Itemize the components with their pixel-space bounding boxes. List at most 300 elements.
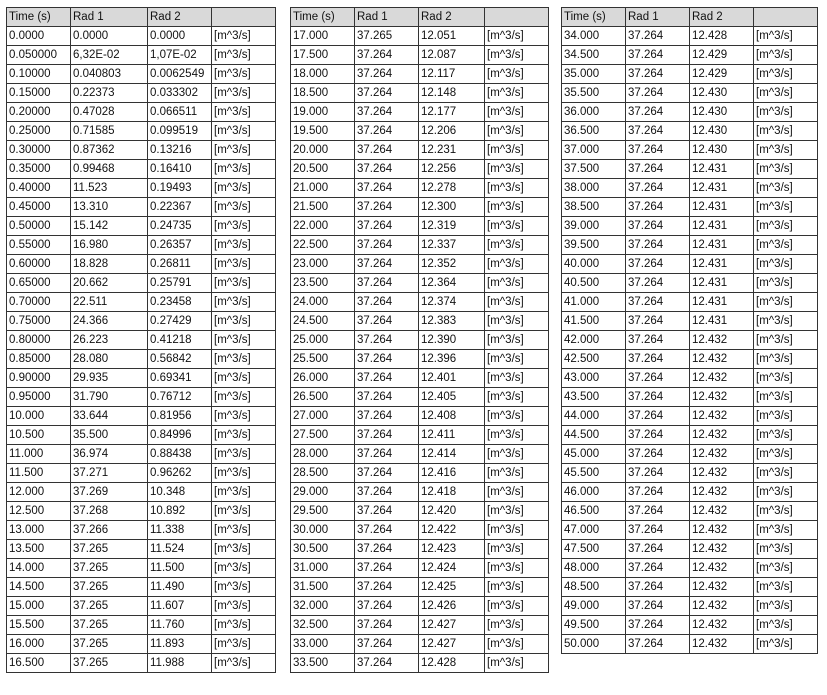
table-row bbox=[7, 274, 276, 293]
time-cell: 38.000 bbox=[562, 179, 626, 198]
table-row bbox=[291, 84, 549, 103]
time-cell: 43.000 bbox=[562, 369, 626, 388]
unit-cell: [m^3/s] bbox=[485, 65, 549, 84]
time-cell: 50.000 bbox=[562, 635, 626, 654]
unit-cell: [m^3/s] bbox=[754, 84, 818, 103]
table-row bbox=[562, 635, 818, 654]
time-cell: 35.000 bbox=[562, 65, 626, 84]
table-row bbox=[562, 426, 818, 445]
unit-cell: [m^3/s] bbox=[754, 445, 818, 464]
rad1-cell: 37.264 bbox=[355, 293, 419, 312]
unit-cell: [m^3/s] bbox=[754, 293, 818, 312]
rad2-cell: 0.84996 bbox=[148, 426, 212, 445]
rad2-cell: 12.428 bbox=[419, 654, 485, 673]
header-rad2: Rad 2 bbox=[148, 8, 212, 27]
rad2-cell: 12.432 bbox=[690, 407, 754, 426]
rad1-cell: 16.980 bbox=[71, 236, 148, 255]
table-row bbox=[7, 616, 276, 635]
unit-cell: [m^3/s] bbox=[212, 464, 276, 483]
table-row bbox=[562, 407, 818, 426]
time-cell: 26.500 bbox=[291, 388, 355, 407]
rad1-cell: 0.47028 bbox=[71, 103, 148, 122]
time-cell: 0.70000 bbox=[7, 293, 71, 312]
unit-cell: [m^3/s] bbox=[212, 369, 276, 388]
time-cell: 10.500 bbox=[7, 426, 71, 445]
time-cell: 11.500 bbox=[7, 464, 71, 483]
rad2-cell: 0.76712 bbox=[148, 388, 212, 407]
time-cell: 40.500 bbox=[562, 274, 626, 293]
time-cell: 10.000 bbox=[7, 407, 71, 426]
time-cell: 46.000 bbox=[562, 483, 626, 502]
rad1-cell: 37.264 bbox=[355, 103, 419, 122]
rad2-cell: 12.432 bbox=[690, 483, 754, 502]
table-row bbox=[562, 236, 818, 255]
rad2-cell: 12.432 bbox=[690, 350, 754, 369]
rad1-cell: 37.264 bbox=[626, 65, 690, 84]
table-row bbox=[291, 445, 549, 464]
unit-cell: [m^3/s] bbox=[754, 46, 818, 65]
time-cell: 18.000 bbox=[291, 65, 355, 84]
table-row bbox=[7, 331, 276, 350]
unit-cell: [m^3/s] bbox=[212, 578, 276, 597]
table-row bbox=[562, 616, 818, 635]
unit-cell: [m^3/s] bbox=[485, 27, 549, 46]
table-row bbox=[7, 293, 276, 312]
rad2-cell: 0.24735 bbox=[148, 217, 212, 236]
table-row bbox=[7, 236, 276, 255]
unit-cell: [m^3/s] bbox=[485, 597, 549, 616]
table-row bbox=[7, 654, 276, 673]
table-row bbox=[291, 46, 549, 65]
table-row bbox=[291, 616, 549, 635]
time-cell: 0.65000 bbox=[7, 274, 71, 293]
table-row bbox=[291, 293, 549, 312]
rad2-cell: 12.430 bbox=[690, 103, 754, 122]
unit-cell: [m^3/s] bbox=[754, 616, 818, 635]
time-cell: 27.500 bbox=[291, 426, 355, 445]
unit-cell: [m^3/s] bbox=[212, 274, 276, 293]
unit-cell: [m^3/s] bbox=[754, 27, 818, 46]
rad1-cell: 0.0000 bbox=[71, 27, 148, 46]
time-cell: 49.500 bbox=[562, 616, 626, 635]
unit-cell: [m^3/s] bbox=[212, 635, 276, 654]
table-row bbox=[562, 217, 818, 236]
table-row bbox=[562, 445, 818, 464]
rad2-cell: 12.374 bbox=[419, 293, 485, 312]
table-row bbox=[7, 179, 276, 198]
rad1-cell: 37.264 bbox=[626, 179, 690, 198]
rad2-cell: 12.430 bbox=[690, 141, 754, 160]
rad1-cell: 26.223 bbox=[71, 331, 148, 350]
time-cell: 20.500 bbox=[291, 160, 355, 179]
unit-cell: [m^3/s] bbox=[754, 578, 818, 597]
unit-cell: [m^3/s] bbox=[485, 179, 549, 198]
rad2-cell: 12.396 bbox=[419, 350, 485, 369]
table-row bbox=[7, 65, 276, 84]
unit-cell: [m^3/s] bbox=[754, 160, 818, 179]
table-row bbox=[562, 198, 818, 217]
time-cell: 0.95000 bbox=[7, 388, 71, 407]
rad2-cell: 11.500 bbox=[148, 559, 212, 578]
table-row bbox=[562, 293, 818, 312]
table-row bbox=[291, 255, 549, 274]
time-cell: 39.500 bbox=[562, 236, 626, 255]
rad1-cell: 37.264 bbox=[355, 198, 419, 217]
rad1-cell: 37.264 bbox=[355, 597, 419, 616]
unit-cell: [m^3/s] bbox=[212, 521, 276, 540]
rad1-cell: 37.264 bbox=[626, 597, 690, 616]
unit-cell: [m^3/s] bbox=[754, 521, 818, 540]
rad1-cell: 37.264 bbox=[355, 635, 419, 654]
table-row bbox=[291, 217, 549, 236]
rad2-cell: 12.337 bbox=[419, 236, 485, 255]
rad2-cell: 12.431 bbox=[690, 198, 754, 217]
rad2-cell: 0.88438 bbox=[148, 445, 212, 464]
unit-cell: [m^3/s] bbox=[754, 350, 818, 369]
unit-cell: [m^3/s] bbox=[485, 198, 549, 217]
unit-cell: [m^3/s] bbox=[485, 578, 549, 597]
unit-cell: [m^3/s] bbox=[212, 255, 276, 274]
rad2-cell: 12.432 bbox=[690, 502, 754, 521]
time-cell: 45.000 bbox=[562, 445, 626, 464]
table-row bbox=[291, 464, 549, 483]
unit-cell: [m^3/s] bbox=[212, 597, 276, 616]
rad1-cell: 37.264 bbox=[626, 84, 690, 103]
rad1-cell: 37.264 bbox=[626, 369, 690, 388]
data-table-3 bbox=[561, 7, 818, 654]
table-row bbox=[562, 521, 818, 540]
table-row bbox=[7, 597, 276, 616]
header-time: Time (s) bbox=[291, 8, 355, 27]
rad1-cell: 37.271 bbox=[71, 464, 148, 483]
table-row bbox=[7, 445, 276, 464]
rad2-cell: 12.405 bbox=[419, 388, 485, 407]
unit-cell: [m^3/s] bbox=[212, 331, 276, 350]
rad1-cell: 37.264 bbox=[626, 141, 690, 160]
time-cell: 13.500 bbox=[7, 540, 71, 559]
rad1-cell: 37.264 bbox=[355, 540, 419, 559]
unit-cell: [m^3/s] bbox=[754, 141, 818, 160]
rad2-cell: 12.424 bbox=[419, 559, 485, 578]
rad2-cell: 12.430 bbox=[690, 122, 754, 141]
unit-cell: [m^3/s] bbox=[212, 483, 276, 502]
table-row bbox=[291, 179, 549, 198]
time-cell: 45.500 bbox=[562, 464, 626, 483]
rad2-cell: 0.27429 bbox=[148, 312, 212, 331]
rad2-cell: 12.416 bbox=[419, 464, 485, 483]
time-cell: 30.000 bbox=[291, 521, 355, 540]
rad2-cell: 12.206 bbox=[419, 122, 485, 141]
data-table-2 bbox=[290, 7, 549, 673]
table-row bbox=[291, 122, 549, 141]
rad1-cell: 37.264 bbox=[626, 407, 690, 426]
header-rad1: Rad 1 bbox=[71, 8, 148, 27]
rad1-cell: 37.264 bbox=[355, 274, 419, 293]
rad2-cell: 12.423 bbox=[419, 540, 485, 559]
unit-cell: [m^3/s] bbox=[212, 293, 276, 312]
time-cell: 11.000 bbox=[7, 445, 71, 464]
rad1-cell: 37.265 bbox=[71, 635, 148, 654]
time-cell: 26.000 bbox=[291, 369, 355, 388]
time-cell: 21.000 bbox=[291, 179, 355, 198]
rad1-cell: 37.264 bbox=[626, 217, 690, 236]
time-cell: 38.500 bbox=[562, 198, 626, 217]
rad2-cell: 12.432 bbox=[690, 464, 754, 483]
rad2-cell: 12.148 bbox=[419, 84, 485, 103]
unit-cell: [m^3/s] bbox=[754, 312, 818, 331]
unit-cell: [m^3/s] bbox=[212, 236, 276, 255]
time-cell: 16.500 bbox=[7, 654, 71, 673]
rad1-cell: 13.310 bbox=[71, 198, 148, 217]
time-cell: 25.500 bbox=[291, 350, 355, 369]
table-row bbox=[7, 540, 276, 559]
table-row bbox=[562, 559, 818, 578]
time-cell: 39.000 bbox=[562, 217, 626, 236]
rad2-cell: 12.117 bbox=[419, 65, 485, 84]
unit-cell: [m^3/s] bbox=[212, 65, 276, 84]
table-row bbox=[291, 27, 549, 46]
rad2-cell: 11.988 bbox=[148, 654, 212, 673]
unit-cell: [m^3/s] bbox=[754, 540, 818, 559]
table-row bbox=[291, 160, 549, 179]
rad2-cell: 11.338 bbox=[148, 521, 212, 540]
rad2-cell: 12.426 bbox=[419, 597, 485, 616]
table-row bbox=[562, 141, 818, 160]
time-cell: 0.60000 bbox=[7, 255, 71, 274]
rad1-cell: 37.264 bbox=[355, 160, 419, 179]
unit-cell: [m^3/s] bbox=[485, 293, 549, 312]
table-row bbox=[291, 388, 549, 407]
time-cell: 37.000 bbox=[562, 141, 626, 160]
unit-cell: [m^3/s] bbox=[485, 407, 549, 426]
table-row bbox=[291, 654, 549, 673]
unit-cell: [m^3/s] bbox=[485, 654, 549, 673]
header-rad1: Rad 1 bbox=[626, 8, 690, 27]
unit-cell: [m^3/s] bbox=[212, 160, 276, 179]
table-row bbox=[291, 141, 549, 160]
time-cell: 16.000 bbox=[7, 635, 71, 654]
rad2-cell: 12.432 bbox=[690, 597, 754, 616]
table-row bbox=[562, 65, 818, 84]
rad2-cell: 0.13216 bbox=[148, 141, 212, 160]
unit-cell: [m^3/s] bbox=[754, 369, 818, 388]
time-cell: 15.500 bbox=[7, 616, 71, 635]
time-cell: 34.500 bbox=[562, 46, 626, 65]
time-cell: 30.500 bbox=[291, 540, 355, 559]
rad2-cell: 12.319 bbox=[419, 217, 485, 236]
rad2-cell: 12.432 bbox=[690, 388, 754, 407]
rad2-cell: 0.23458 bbox=[148, 293, 212, 312]
unit-cell: [m^3/s] bbox=[485, 540, 549, 559]
time-cell: 48.000 bbox=[562, 559, 626, 578]
unit-cell: [m^3/s] bbox=[212, 103, 276, 122]
unit-cell: [m^3/s] bbox=[485, 502, 549, 521]
unit-cell: [m^3/s] bbox=[754, 103, 818, 122]
table-row bbox=[7, 312, 276, 331]
rad1-cell: 35.500 bbox=[71, 426, 148, 445]
rad1-cell: 37.264 bbox=[355, 445, 419, 464]
time-cell: 13.000 bbox=[7, 521, 71, 540]
table-row bbox=[291, 559, 549, 578]
table-row bbox=[562, 179, 818, 198]
unit-cell: [m^3/s] bbox=[754, 635, 818, 654]
rad1-cell: 18.828 bbox=[71, 255, 148, 274]
rad2-cell: 12.422 bbox=[419, 521, 485, 540]
rad2-cell: 12.352 bbox=[419, 255, 485, 274]
rad2-cell: 12.429 bbox=[690, 46, 754, 65]
header-row bbox=[562, 8, 818, 27]
rad2-cell: 0.41218 bbox=[148, 331, 212, 350]
table-row bbox=[7, 255, 276, 274]
rad2-cell: 0.26357 bbox=[148, 236, 212, 255]
time-cell: 0.80000 bbox=[7, 331, 71, 350]
rad2-cell: 10.348 bbox=[148, 483, 212, 502]
time-cell: 0.85000 bbox=[7, 350, 71, 369]
rad1-cell: 37.264 bbox=[355, 179, 419, 198]
rad2-cell: 12.429 bbox=[690, 65, 754, 84]
time-cell: 23.500 bbox=[291, 274, 355, 293]
rad1-cell: 37.269 bbox=[71, 483, 148, 502]
unit-cell: [m^3/s] bbox=[212, 559, 276, 578]
unit-cell: [m^3/s] bbox=[754, 65, 818, 84]
table-row bbox=[7, 502, 276, 521]
table-row bbox=[291, 426, 549, 445]
time-cell: 41.500 bbox=[562, 312, 626, 331]
rad2-cell: 0.0000 bbox=[148, 27, 212, 46]
time-cell: 14.000 bbox=[7, 559, 71, 578]
table-row bbox=[291, 521, 549, 540]
time-cell: 25.000 bbox=[291, 331, 355, 350]
time-cell: 22.500 bbox=[291, 236, 355, 255]
table-row bbox=[562, 46, 818, 65]
table-row bbox=[562, 84, 818, 103]
rad2-cell: 12.408 bbox=[419, 407, 485, 426]
rad1-cell: 37.264 bbox=[355, 255, 419, 274]
rad1-cell: 37.265 bbox=[71, 540, 148, 559]
rad2-cell: 12.431 bbox=[690, 312, 754, 331]
rad1-cell: 37.264 bbox=[626, 445, 690, 464]
time-cell: 47.000 bbox=[562, 521, 626, 540]
table-row bbox=[562, 103, 818, 122]
rad1-cell: 37.264 bbox=[626, 464, 690, 483]
rad2-cell: 12.418 bbox=[419, 483, 485, 502]
rad1-cell: 37.264 bbox=[355, 654, 419, 673]
time-cell: 35.500 bbox=[562, 84, 626, 103]
table-row bbox=[7, 521, 276, 540]
rad1-cell: 37.264 bbox=[626, 350, 690, 369]
unit-cell: [m^3/s] bbox=[485, 426, 549, 445]
time-cell: 33.000 bbox=[291, 635, 355, 654]
unit-cell: [m^3/s] bbox=[754, 122, 818, 141]
rad2-cell: 0.099519 bbox=[148, 122, 212, 141]
rad1-cell: 37.264 bbox=[355, 141, 419, 160]
rad1-cell: 37.264 bbox=[355, 388, 419, 407]
rad1-cell: 37.264 bbox=[355, 464, 419, 483]
table-row bbox=[7, 84, 276, 103]
unit-cell: [m^3/s] bbox=[485, 559, 549, 578]
time-cell: 48.500 bbox=[562, 578, 626, 597]
rad1-cell: 37.265 bbox=[71, 616, 148, 635]
time-cell: 0.30000 bbox=[7, 141, 71, 160]
unit-cell: [m^3/s] bbox=[212, 27, 276, 46]
header-unit bbox=[212, 8, 276, 27]
table-row bbox=[291, 65, 549, 84]
table-row bbox=[562, 578, 818, 597]
rad1-cell: 37.266 bbox=[71, 521, 148, 540]
unit-cell: [m^3/s] bbox=[485, 388, 549, 407]
unit-cell: [m^3/s] bbox=[754, 483, 818, 502]
rad1-cell: 37.264 bbox=[626, 502, 690, 521]
unit-cell: [m^3/s] bbox=[212, 616, 276, 635]
unit-cell: [m^3/s] bbox=[212, 312, 276, 331]
time-cell: 27.000 bbox=[291, 407, 355, 426]
rad2-cell: 12.430 bbox=[690, 84, 754, 103]
data-table-1 bbox=[6, 7, 276, 673]
rad2-cell: 11.490 bbox=[148, 578, 212, 597]
unit-cell: [m^3/s] bbox=[485, 635, 549, 654]
time-cell: 12.500 bbox=[7, 502, 71, 521]
time-cell: 0.40000 bbox=[7, 179, 71, 198]
table-row bbox=[562, 122, 818, 141]
rad2-cell: 0.96262 bbox=[148, 464, 212, 483]
unit-cell: [m^3/s] bbox=[485, 464, 549, 483]
rad1-cell: 37.264 bbox=[355, 407, 419, 426]
unit-cell: [m^3/s] bbox=[754, 426, 818, 445]
time-cell: 44.000 bbox=[562, 407, 626, 426]
unit-cell: [m^3/s] bbox=[485, 46, 549, 65]
table-row bbox=[291, 578, 549, 597]
time-cell: 0.25000 bbox=[7, 122, 71, 141]
rad1-cell: 37.264 bbox=[626, 559, 690, 578]
table-row bbox=[291, 502, 549, 521]
unit-cell: [m^3/s] bbox=[212, 540, 276, 559]
rad2-cell: 11.524 bbox=[148, 540, 212, 559]
time-cell: 41.000 bbox=[562, 293, 626, 312]
rad1-cell: 37.264 bbox=[626, 27, 690, 46]
rad2-cell: 12.425 bbox=[419, 578, 485, 597]
unit-cell: [m^3/s] bbox=[485, 483, 549, 502]
header-row bbox=[7, 8, 276, 27]
rad1-cell: 37.264 bbox=[626, 616, 690, 635]
rad1-cell: 37.264 bbox=[626, 521, 690, 540]
rad2-cell: 12.432 bbox=[690, 521, 754, 540]
rad1-cell: 24.366 bbox=[71, 312, 148, 331]
rad1-cell: 37.264 bbox=[626, 103, 690, 122]
table-row bbox=[7, 483, 276, 502]
table-row bbox=[7, 198, 276, 217]
rad1-cell: 37.264 bbox=[626, 388, 690, 407]
rad2-cell: 0.26811 bbox=[148, 255, 212, 274]
rad2-cell: 12.431 bbox=[690, 236, 754, 255]
unit-cell: [m^3/s] bbox=[485, 122, 549, 141]
rad1-cell: 37.264 bbox=[355, 84, 419, 103]
rad1-cell: 0.040803 bbox=[71, 65, 148, 84]
rad2-cell: 12.431 bbox=[690, 217, 754, 236]
rad2-cell: 12.278 bbox=[419, 179, 485, 198]
table-row bbox=[291, 597, 549, 616]
unit-cell: [m^3/s] bbox=[754, 464, 818, 483]
rad1-cell: 37.264 bbox=[626, 293, 690, 312]
time-cell: 20.000 bbox=[291, 141, 355, 160]
table-row bbox=[291, 236, 549, 255]
table-row bbox=[291, 331, 549, 350]
table-row bbox=[291, 407, 549, 426]
time-cell: 0.50000 bbox=[7, 217, 71, 236]
unit-cell: [m^3/s] bbox=[485, 312, 549, 331]
table-row bbox=[562, 388, 818, 407]
time-cell: 17.500 bbox=[291, 46, 355, 65]
table-row bbox=[7, 122, 276, 141]
